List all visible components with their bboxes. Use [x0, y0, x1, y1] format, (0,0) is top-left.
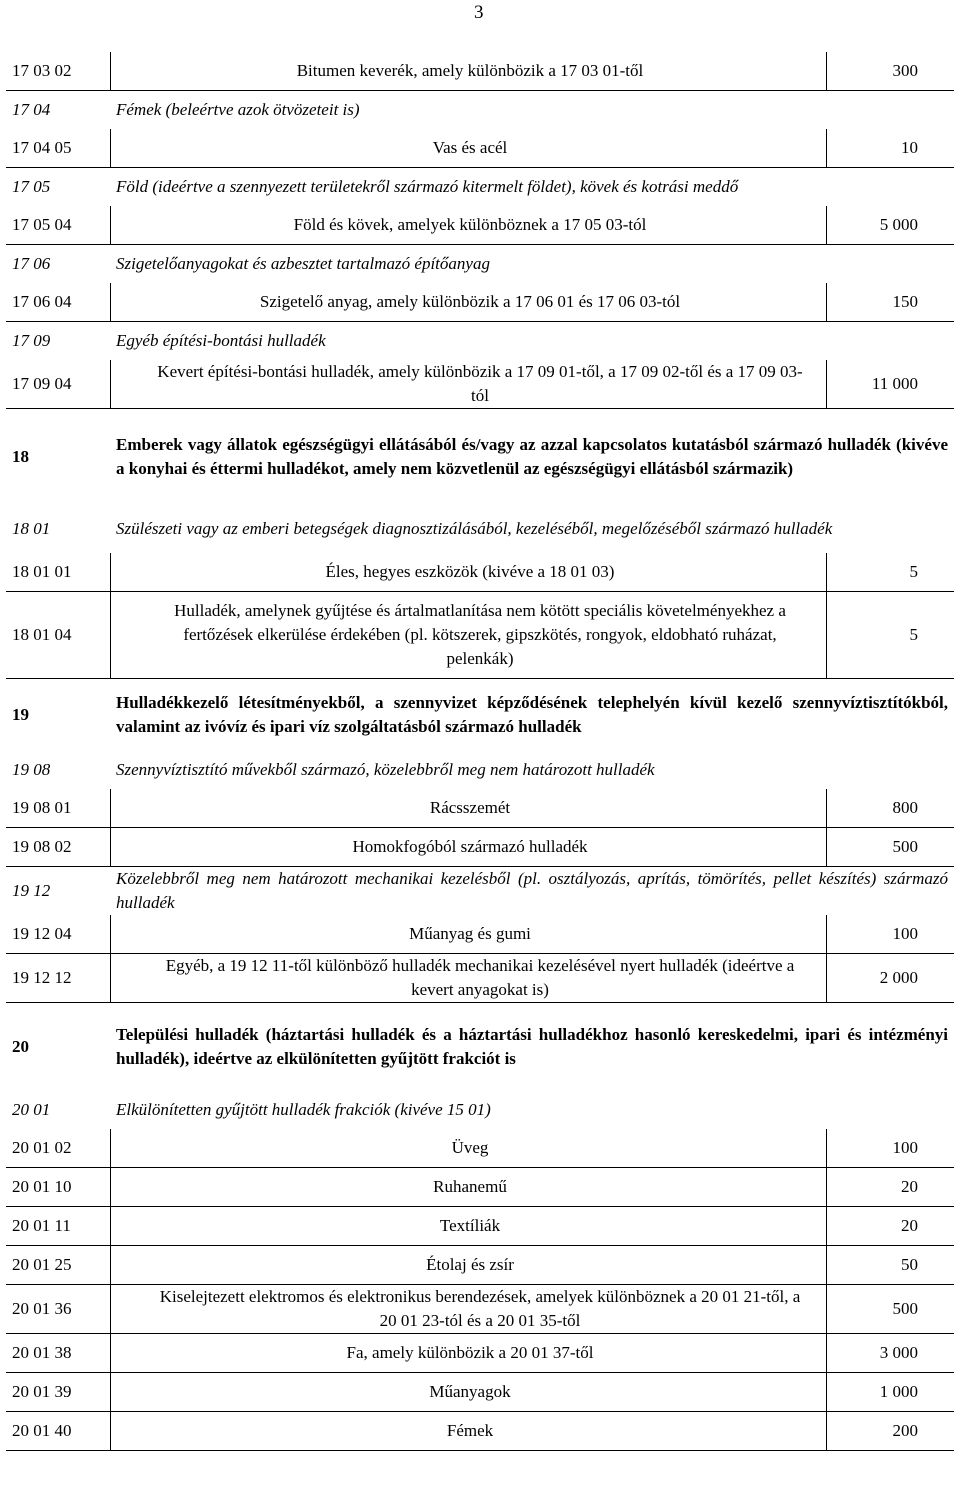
quantity-value: 5 — [909, 562, 918, 581]
table-row — [6, 1412, 954, 1451]
description-cell — [156, 954, 804, 1002]
table-row — [6, 322, 954, 360]
table-row — [6, 505, 954, 553]
waste-description: Homokfogóból származó hulladék — [352, 837, 588, 856]
column-divider — [826, 954, 827, 1002]
column-divider — [110, 915, 111, 953]
waste-table — [6, 52, 954, 1451]
waste-code: 20 01 11 — [12, 1216, 71, 1235]
waste-code: 17 03 02 — [12, 61, 72, 80]
quantity-value: 5 — [909, 625, 918, 644]
quantity-value: 150 — [892, 292, 918, 311]
column-divider — [110, 1334, 111, 1372]
table-row — [6, 553, 954, 592]
waste-code: 17 05 — [12, 177, 51, 196]
quantity-value: 100 — [892, 1138, 918, 1157]
waste-description: Fémek (beleértve azok ötvözeteit is) — [116, 100, 360, 119]
description-cell — [116, 1246, 824, 1284]
table-row — [6, 1129, 954, 1168]
description-cell — [116, 1003, 948, 1091]
column-divider — [826, 1334, 827, 1372]
waste-code: 20 01 10 — [12, 1177, 72, 1196]
table-row — [6, 1207, 954, 1246]
quantity-value: 1 000 — [879, 1382, 918, 1401]
waste-description: Fa, amely különbözik a 20 01 37-től — [346, 1343, 594, 1362]
page-number: 3 — [474, 2, 484, 23]
column-divider — [110, 592, 111, 678]
column-divider — [110, 1285, 111, 1333]
description-cell — [116, 505, 948, 553]
waste-description: Vas és acél — [432, 138, 508, 157]
waste-code: 20 — [12, 1037, 29, 1056]
table-row — [6, 1003, 954, 1091]
description-cell — [116, 867, 948, 915]
column-divider — [826, 915, 827, 953]
quantity-value: 5 000 — [879, 215, 918, 234]
column-divider — [826, 1285, 827, 1333]
description-cell — [116, 283, 824, 321]
table-row — [6, 915, 954, 954]
waste-code: 17 04 — [12, 100, 51, 119]
table-row — [6, 954, 954, 1003]
column-divider — [826, 129, 827, 167]
column-divider — [826, 1168, 827, 1206]
column-divider — [110, 1168, 111, 1206]
waste-description: Közelebbről meg nem határozott mechanikai kezelésből (pl. osztályozás, aprítás, tömörítés, pellet készítés) származó hulladék — [116, 869, 948, 912]
column-divider — [826, 1129, 827, 1167]
waste-code: 20 01 36 — [12, 1299, 72, 1318]
table-row — [6, 245, 954, 283]
waste-code: 20 01 39 — [12, 1382, 72, 1401]
table-row — [6, 751, 954, 789]
table-row — [6, 1285, 954, 1334]
waste-description: Szigetelő anyag, amely különbözik a 17 06 01 és 17 06 03-tól — [259, 292, 681, 311]
waste-code: 20 01 25 — [12, 1255, 72, 1274]
waste-description: Rácsszemét — [429, 798, 511, 817]
column-divider — [826, 360, 827, 408]
waste-description: Étolaj és zsír — [426, 1255, 514, 1274]
column-divider — [826, 592, 827, 678]
waste-code: 19 — [12, 705, 29, 724]
table-row — [6, 679, 954, 751]
quantity-value: 10 — [901, 138, 918, 157]
waste-description: Üveg — [451, 1138, 489, 1157]
table-row — [6, 360, 954, 409]
waste-code: 20 01 38 — [12, 1343, 72, 1362]
table-row — [6, 867, 954, 915]
waste-description: Ruhanemű — [433, 1177, 507, 1196]
table-row — [6, 1091, 954, 1129]
column-divider — [110, 283, 111, 321]
description-cell — [116, 129, 824, 167]
column-divider — [826, 52, 827, 90]
quantity-value: 100 — [892, 924, 918, 943]
column-divider — [110, 1412, 111, 1450]
description-cell — [116, 245, 948, 283]
column-divider — [110, 828, 111, 866]
waste-description: Bitumen keverék, amely különbözik a 17 03 01-től — [296, 61, 644, 80]
column-divider — [110, 553, 111, 591]
quantity-value: 3 000 — [879, 1343, 918, 1362]
column-divider — [110, 129, 111, 167]
waste-code: 20 01 02 — [12, 1138, 72, 1157]
quantity-value: 500 — [892, 837, 918, 856]
waste-code: 20 01 40 — [12, 1421, 72, 1440]
column-divider — [110, 360, 111, 408]
description-cell — [116, 1334, 824, 1372]
description-cell — [116, 789, 824, 827]
description-cell — [116, 409, 948, 505]
description-cell — [116, 828, 824, 866]
description-cell — [116, 553, 824, 591]
column-divider — [110, 1373, 111, 1411]
waste-description: Föld (ideértve a szennyezett területekről származó kitermelt földet), kövek és kotrási meddő — [116, 177, 739, 196]
quantity-value: 500 — [892, 1299, 918, 1318]
waste-description: Települési hulladék (háztartási hulladék és a háztartási hulladékhoz hasonló kereskedelmi, ipari és intézményi hulladék), ideértve az elkülönítetten gyűjtött frakciót is — [116, 1025, 948, 1068]
waste-code: 17 09 04 — [12, 374, 72, 393]
waste-code: 19 08 02 — [12, 837, 72, 856]
waste-code: 18 01 01 — [12, 562, 72, 581]
description-cell — [116, 1129, 824, 1167]
waste-description: Hulladékkezelő létesítményekből, a szennyvizet képződésének telephelyén kívül kezelő szennyvíztisztítókból, valamint az ivóvíz és ipari víz szolgáltatásból származó hulladék — [116, 693, 948, 736]
quantity-value: 20 — [901, 1177, 918, 1196]
waste-description: Hulladék, amelynek gyűjtése és ártalmatlanítása nem kötött speciális követelményekhez a fertőzések elkerülése érdekében (pl. kötszerek, gipszkötés, rongyok, eldobható ruházat, pelenkák) — [174, 601, 786, 668]
quantity-value: 11 000 — [871, 374, 918, 393]
description-cell — [116, 1373, 824, 1411]
description-cell — [116, 1412, 824, 1450]
table-row — [6, 91, 954, 129]
description-cell — [116, 679, 948, 751]
table-row — [6, 1168, 954, 1207]
column-divider — [826, 1207, 827, 1245]
column-divider — [826, 283, 827, 321]
table-row — [6, 283, 954, 322]
waste-code: 17 09 — [12, 331, 51, 350]
waste-description: Szülészeti vagy az emberi betegségek diagnosztizálásából, kezeléséből, megelőzéséből származó hulladék — [116, 519, 833, 538]
quantity-value: 2 000 — [879, 968, 918, 987]
waste-code: 17 05 04 — [12, 215, 72, 234]
waste-description: Föld és kövek, amelyek különböznek a 17 05 03-tól — [293, 215, 647, 234]
description-cell — [116, 322, 948, 360]
table-row — [6, 1334, 954, 1373]
column-divider — [110, 789, 111, 827]
waste-code: 18 01 04 — [12, 625, 72, 644]
description-cell — [116, 91, 948, 129]
column-divider — [826, 1246, 827, 1284]
waste-code: 17 06 04 — [12, 292, 72, 311]
waste-description: Szennyvíztisztító művekből származó, közelebbről meg nem határozott hulladék — [116, 760, 655, 779]
column-divider — [826, 1373, 827, 1411]
waste-description: Egyéb építési-bontási hulladék — [116, 331, 326, 350]
waste-description: Műanyag és gumi — [409, 924, 531, 943]
waste-code: 17 04 05 — [12, 138, 72, 157]
table-row — [6, 52, 954, 91]
waste-description: Szigetelőanyagokat és azbesztet tartalmazó építőanyag — [116, 254, 490, 273]
table-row — [6, 789, 954, 828]
quantity-value: 800 — [892, 798, 918, 817]
description-cell — [116, 1207, 824, 1245]
table-row — [6, 409, 954, 505]
waste-code: 19 12 12 — [12, 968, 72, 987]
description-cell — [116, 915, 824, 953]
column-divider — [110, 206, 111, 244]
table-row — [6, 1373, 954, 1412]
waste-description: Emberek vagy állatok egészségügyi ellátásából és/vagy az azzal kapcsolatos kutatásból származó hulladék (kivéve a konyhai és éttermi hulladékot, amely nem közvetlenül az egészségügyi ellátásból származik) — [116, 435, 948, 478]
column-divider — [826, 828, 827, 866]
waste-code: 19 12 04 — [12, 924, 72, 943]
column-divider — [110, 1129, 111, 1167]
description-cell — [116, 751, 948, 789]
waste-description: Kevert építési-bontási hulladék, amely különbözik a 17 09 01-től, a 17 09 02-től és a 17 09 03-tól — [157, 362, 803, 405]
waste-code: 18 01 — [12, 519, 51, 538]
waste-code: 19 08 01 — [12, 798, 72, 817]
description-cell — [116, 206, 824, 244]
description-cell — [116, 168, 948, 206]
description-cell — [116, 1091, 948, 1129]
waste-description: Textíliák — [439, 1216, 501, 1235]
table-row — [6, 129, 954, 168]
column-divider — [826, 789, 827, 827]
waste-code: 19 08 — [12, 760, 51, 779]
description-cell — [116, 1168, 824, 1206]
waste-description: Műanyagok — [429, 1382, 511, 1401]
waste-code: 20 01 — [12, 1100, 51, 1119]
waste-description: Fémek — [446, 1421, 494, 1440]
column-divider — [110, 52, 111, 90]
column-divider — [110, 1246, 111, 1284]
waste-code: 17 06 — [12, 254, 51, 273]
table-row — [6, 592, 954, 679]
column-divider — [110, 1207, 111, 1245]
quantity-value: 20 — [901, 1216, 918, 1235]
waste-description: Egyéb, a 19 12 11-től különböző hulladék mechanikai kezelésével nyert hulladék (ideértve a kevert anyagokat is) — [165, 956, 795, 999]
waste-code: 19 12 — [12, 881, 51, 900]
quantity-value: 50 — [901, 1255, 918, 1274]
table-row — [6, 206, 954, 245]
waste-description: Elkülönítetten gyűjtött hulladék frakciók (kivéve 15 01) — [116, 1100, 491, 1119]
description-cell — [156, 360, 804, 408]
description-cell — [156, 592, 804, 678]
quantity-value: 200 — [892, 1421, 918, 1440]
waste-code: 18 — [12, 447, 29, 466]
column-divider — [110, 954, 111, 1002]
waste-description: Éles, hegyes eszközök (kivéve a 18 01 03) — [325, 562, 615, 581]
waste-description: Kiselejtezett elektromos és elektronikus berendezések, amelyek különböznek a 20 01 21-től, a 20 01 23-tól és a 20 01 35-től — [159, 1287, 801, 1330]
column-divider — [826, 1412, 827, 1450]
table-row — [6, 168, 954, 206]
table-row — [6, 828, 954, 867]
description-cell — [116, 52, 824, 90]
quantity-value: 300 — [892, 61, 918, 80]
column-divider — [826, 206, 827, 244]
column-divider — [826, 553, 827, 591]
description-cell — [156, 1285, 804, 1333]
table-row — [6, 1246, 954, 1285]
